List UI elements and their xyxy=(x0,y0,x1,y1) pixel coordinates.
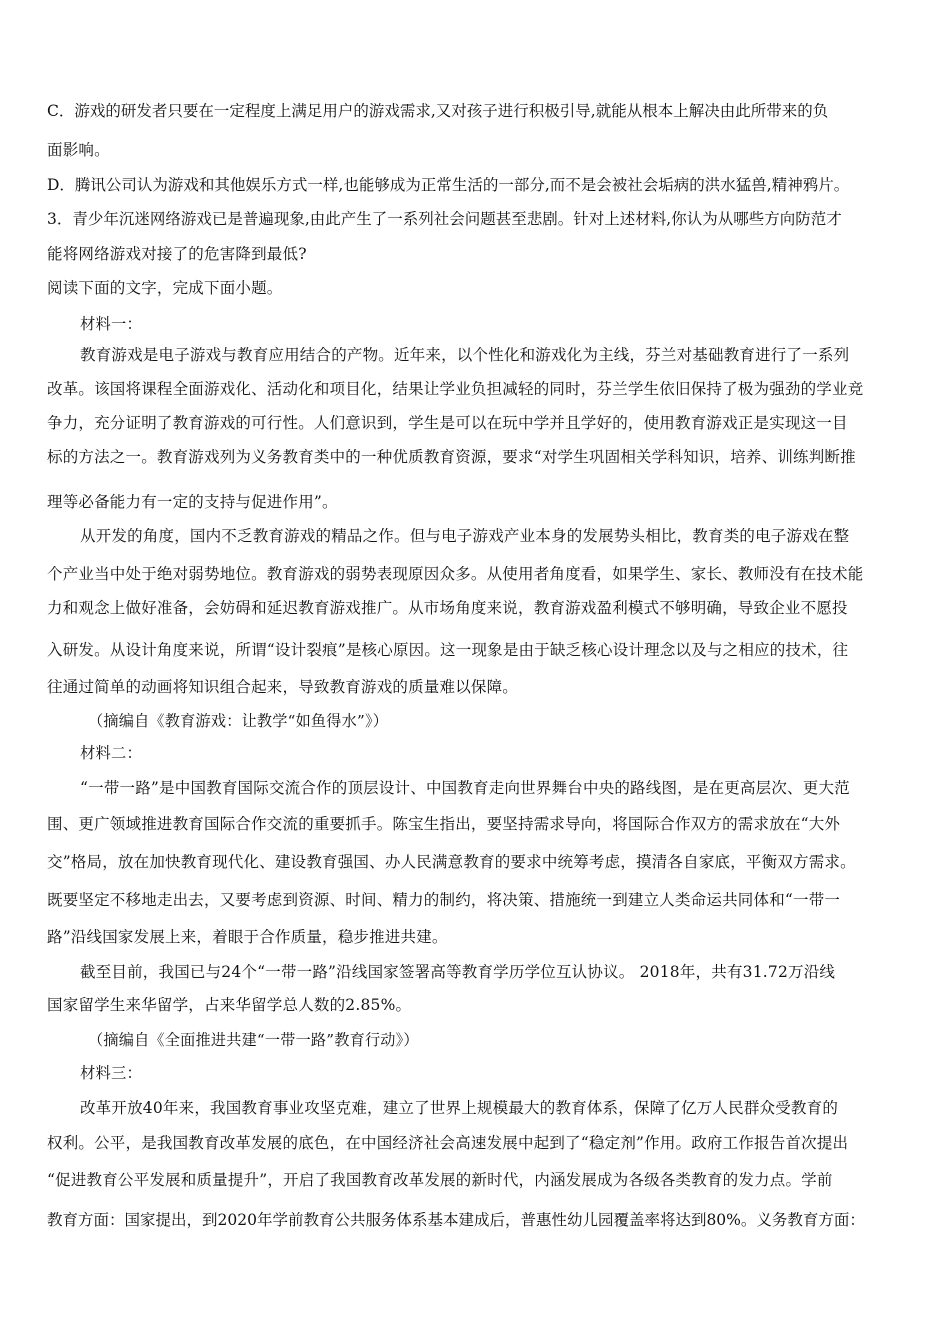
material-1-p2-line: 从开发的角度，国内不乏教育游戏的精品之作。但与电子游戏产业本身的发展势头相比，教育类的电子游戏在整 xyxy=(80,527,850,545)
material-3-p1-line: 改革开放40年来，我国教育事业攻坚克难，建立了世界上规模最大的教育体系，保障了亿万人民群众受教育的 xyxy=(80,1099,839,1117)
option-c-line-1: C．游戏的研发者只要在一定程度上满足用户的游戏需求,又对孩子进行积极引导,就能从根本上解决由此所带来的负 xyxy=(47,102,829,120)
material-2-p1-line: 既要坚定不移地走出去，又要考虑到资源、时间、精力的制约，将决策、措施统一到建立人类命运共同体和“一带一 xyxy=(47,891,841,909)
option-c-line-2: 面影响。 xyxy=(47,141,110,159)
material-1-source: （摘编自《教育游戏：让教学“如鱼得水”》） xyxy=(88,712,389,730)
material-1-p1-line: 标的方法之一。教育游戏列为义务教育类中的一种优质教育资源，要求“对学生巩固相关学科知识，培养、训练判断推 xyxy=(47,448,856,466)
material-2-source: （摘编自《全面推进共建“一带一路”教育行动》） xyxy=(88,1031,419,1049)
material-2-heading: 材料二： xyxy=(80,744,143,762)
material-1-p2-line: 个产业当中处于绝对弱势地位。教育游戏的弱势表现原因众多。从使用者角度看，如果学生、家长、教师没有在技术能 xyxy=(47,565,864,583)
material-2-p1-line: 路”沿线国家发展上来，着眼于合作质量，稳步推进共建。 xyxy=(47,928,448,946)
material-1-p2-line: 往通过简单的动画将知识组合起来，导致教育游戏的质量难以保障。 xyxy=(47,678,519,696)
material-2-p1-line: “一带一路”是中国教育国际交流合作的顶层设计、中国教育走向世界舞台中央的路线图，是在更高层次、更大范 xyxy=(80,779,850,797)
material-3-p1-line: 权利。公平，是我国教育改革发展的底色，在中国经济社会高速发展中起到了“稳定剂”作用。政府工作报告首次提出 xyxy=(47,1134,849,1152)
material-1-p2-line: 入研发。从设计角度来说，所谓“设计裂痕”是核心原因。这一现象是由于缺乏核心设计理念以及与之相应的技术，往 xyxy=(47,641,849,659)
material-3-p1-line: “促进教育公平发展和质量提升”，开启了我国教育改革发展的新时代，内涵发展成为各级各类教育的发力点。学前 xyxy=(47,1171,833,1189)
material-1-p2-line: 力和观念上做好准备，会妨碍和延迟教育游戏推广。从市场角度来说，教育游戏盈利模式不够明确，导致企业不愿投 xyxy=(47,599,848,617)
material-1-p1-line: 理等必备能力有一定的支持与促进作用”。 xyxy=(47,493,338,511)
option-d: D．腾讯公司认为游戏和其他娱乐方式一样,也能够成为正常生活的一部分,而不是会被社会垢病的洪水猛兽,精神鸦片。 xyxy=(47,176,850,194)
material-2-p2-line: 国家留学生来华留学，占来华留学总人数的2.85%。 xyxy=(47,996,412,1014)
question-3-line-2: 能将网络游戏对接了的危害降到最低? xyxy=(47,245,307,263)
material-1-heading: 材料一： xyxy=(80,315,143,333)
material-1-p1-line: 教育游戏是电子游戏与教育应用结合的产物。近年来，以个性化和游戏化为主线，芬兰对基础教育进行了一系列 xyxy=(80,346,850,364)
material-3-p1-line: 教育方面：国家提出，到2020年学前教育公共服务体系基本建成后，普惠性幼儿园覆盖率将达到80%。义务教育方面： xyxy=(47,1211,865,1229)
reading-instruction: 阅读下面的文字，完成下面小题。 xyxy=(47,279,283,297)
material-2-p1-line: 交”格局，放在加快教育现代化、建设教育强国、办人民满意教育的要求中统筹考虑，摸清各自家底，平衡双方需求。 xyxy=(47,853,856,871)
material-1-p1-line: 争力，充分证明了教育游戏的可行性。人们意识到，学生是可以在玩中学并且学好的，使用教育游戏正是实现这一目 xyxy=(47,414,848,432)
question-3-line-1: 3．青少年沉迷网络游戏已是普遍现象,由此产生了一系列社会问题甚至悲剧。针对上述材料,你认为从哪些方向防范才 xyxy=(47,210,842,228)
material-1-p1-line: 改革。该国将课程全面游戏化、活动化和项目化，结果让学业负担减轻的同时，芬兰学生依旧保持了极为强劲的学业竞 xyxy=(47,380,864,398)
material-2-p1-line: 围、更广领域推进教育国际合作交流的重要抓手。陈宝生指出，要坚持需求导向，将国际合作双方的需求放在“大外 xyxy=(47,815,841,833)
material-2-p2-line: 截至目前，我国已与24个“一带一路”沿线国家签署高等教育学历学位互认协议。 2018年，共有31.72万沿线 xyxy=(80,963,836,981)
material-3-heading: 材料三： xyxy=(80,1064,143,1082)
